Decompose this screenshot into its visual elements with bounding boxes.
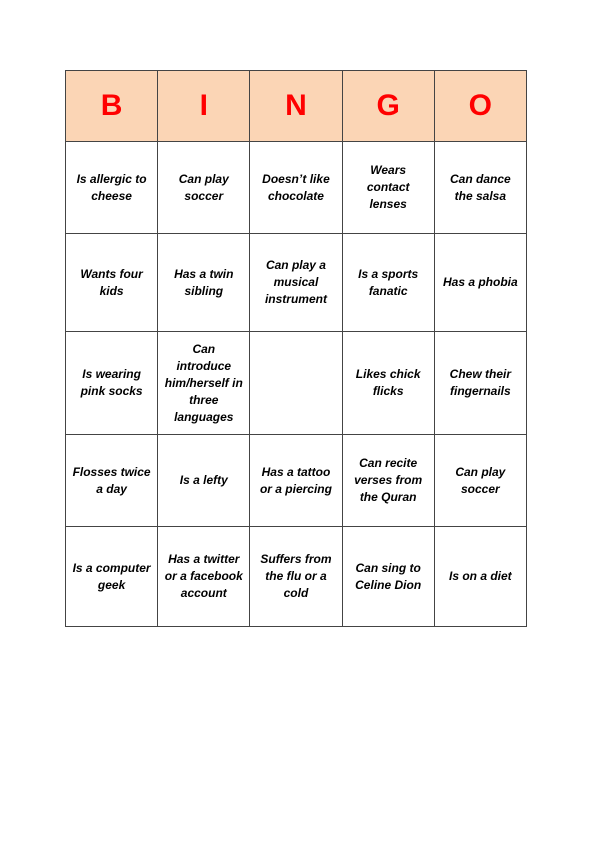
bingo-cell: Doesn’t like chocolate <box>250 142 342 234</box>
bingo-cell: Can recite verses from the Quran <box>342 435 434 527</box>
bingo-cell: Likes chick flicks <box>342 332 434 435</box>
bingo-cell: Can play soccer <box>158 142 250 234</box>
bingo-cell: Flosses twice a day <box>66 435 158 527</box>
bingo-row <box>66 332 527 435</box>
bingo-cell: Chew their fingernails <box>434 332 526 435</box>
bingo-cell: Is allergic to cheese <box>66 142 158 234</box>
bingo-card <box>65 70 527 627</box>
bingo-cell: Has a twitter or a facebook account <box>158 527 250 627</box>
bingo-free-cell <box>250 332 342 435</box>
bingo-cell: Wants four kids <box>66 234 158 332</box>
bingo-row <box>66 527 527 627</box>
bingo-cell: Has a tattoo or a piercing <box>250 435 342 527</box>
bingo-cell: Is wearing pink socks <box>66 332 158 435</box>
bingo-cell: Can play soccer <box>434 435 526 527</box>
header-letter-b: B <box>66 71 158 142</box>
bingo-cell: Is a computer geek <box>66 527 158 627</box>
header-letter-g: G <box>342 71 434 142</box>
bingo-cell: Is on a diet <box>434 527 526 627</box>
bingo-cell: Can sing to Celine Dion <box>342 527 434 627</box>
header-letter-n: N <box>250 71 342 142</box>
bingo-cell: Is a sports fanatic <box>342 234 434 332</box>
bingo-header-row <box>66 71 527 142</box>
bingo-row <box>66 435 527 527</box>
bingo-cell: Wears contact lenses <box>342 142 434 234</box>
bingo-cell: Has a twin sibling <box>158 234 250 332</box>
bingo-cell: Can introduce him/herself in three languages <box>158 332 250 435</box>
header-letter-o: O <box>434 71 526 142</box>
bingo-cell: Can dance the salsa <box>434 142 526 234</box>
bingo-row <box>66 142 527 234</box>
bingo-cell: Can play a musical instrument <box>250 234 342 332</box>
bingo-cell: Is a lefty <box>158 435 250 527</box>
bingo-cell: Has a phobia <box>434 234 526 332</box>
bingo-cell: Suffers from the flu or a cold <box>250 527 342 627</box>
bingo-row <box>66 234 527 332</box>
header-letter-i: I <box>158 71 250 142</box>
